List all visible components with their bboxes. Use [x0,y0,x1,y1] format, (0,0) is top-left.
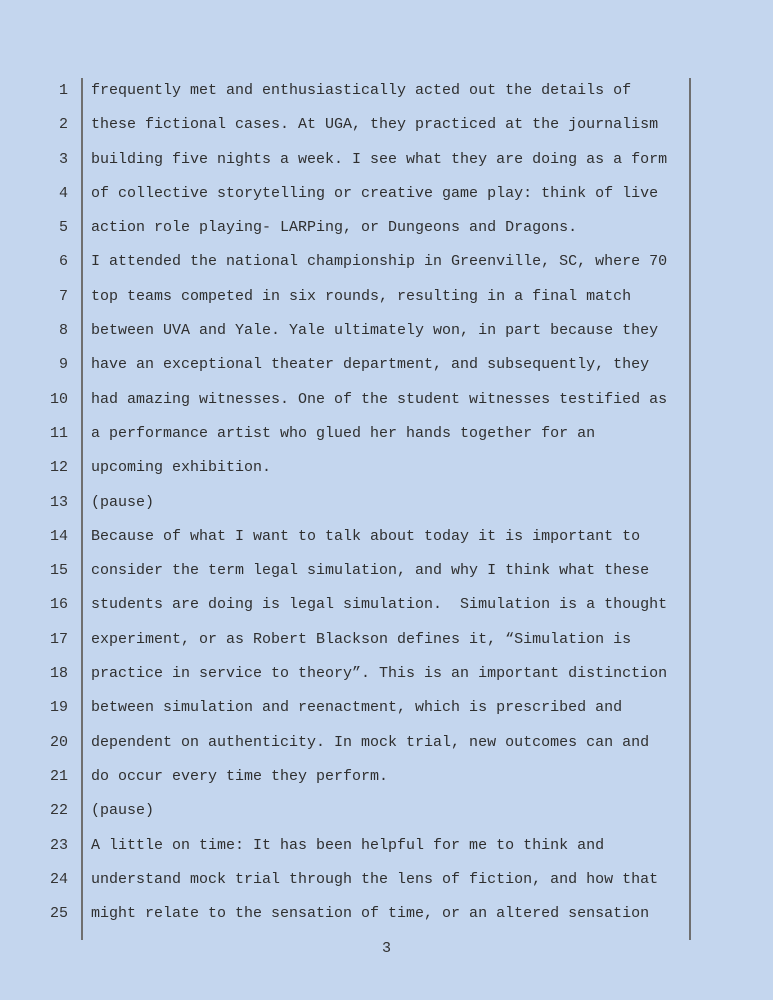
line-number: 12 [49,459,68,477]
line-text: action role playing- LARPing, or Dungeons and Dragons. [91,219,578,237]
line-text: these fictional cases. At UGA, they practiced at the journalism [91,116,659,134]
line-number: 15 [49,562,68,580]
line-7 [0,280,773,314]
line-12 [0,451,773,485]
line-number: 5 [58,219,68,237]
line-3 [0,143,773,177]
line-number: 3 [58,150,68,168]
line-number: 24 [49,870,68,888]
line-text: a performance artist who glued her hands together for an [91,424,596,442]
line-23 [0,829,773,863]
line-text: experiment, or as Robert Blackson defines it, “Simulation is [91,630,632,648]
line-text: Because of what I want to talk about today it is important to [91,527,641,545]
line-number: 25 [49,905,68,923]
line-text: have an exceptional theater department, and subsequently, they [91,356,650,374]
line-number: 17 [49,630,68,648]
line-21 [0,760,773,794]
line-11 [0,417,773,451]
line-number: 21 [49,767,68,785]
line-number: 20 [49,733,68,751]
line-9 [0,348,773,382]
line-number: 23 [49,836,68,854]
line-24 [0,863,773,897]
line-10 [0,383,773,417]
line-20 [0,726,773,760]
line-text: do occur every time they perform. [91,767,389,785]
line-14 [0,520,773,554]
line-text: between simulation and reenactment, which is prescribed and [91,699,623,717]
line-6 [0,245,773,279]
line-16 [0,588,773,622]
line-number: 7 [58,287,68,305]
line-text: practice in service to theory”. This is an important distinction [91,665,668,683]
line-number: 9 [58,356,68,374]
line-15 [0,554,773,588]
numbered-lines [0,74,773,931]
line-19 [0,691,773,725]
line-text: of collective storytelling or creative game play: think of live [91,184,659,202]
line-number: 11 [49,424,68,442]
line-13 [0,486,773,520]
line-number: 13 [49,493,68,511]
line-number: 8 [58,322,68,340]
line-text: building five nights a week. I see what they are doing as a form [91,150,668,168]
line-number: 6 [58,253,68,271]
line-number: 19 [49,699,68,717]
line-text: consider the term legal simulation, and why I think what these [91,562,650,580]
line-text: top teams competed in six rounds, resulting in a final match [91,287,632,305]
line-text: upcoming exhibition. [91,459,272,477]
line-text: might relate to the sensation of time, or an altered sensation [91,905,650,923]
line-text: (pause) [91,802,155,820]
line-number: 22 [49,802,68,820]
line-8 [0,314,773,348]
line-text: frequently met and enthusiastically acted out the details of [91,82,632,99]
line-2 [0,108,773,142]
line-number: 10 [49,390,68,408]
line-text: A little on time: It has been helpful for me to think and [91,836,605,854]
line-number: 16 [49,596,68,614]
line-1 [0,74,773,108]
line-17 [0,623,773,657]
line-4 [0,177,773,211]
line-text: between UVA and Yale. Yale ultimately won, in part because they [91,322,659,340]
line-text: students are doing is legal simulation. Simulation is a thought [91,596,668,614]
line-number: 4 [58,184,68,202]
line-5 [0,211,773,245]
line-text: I attended the national championship in Greenville, SC, where 70 [91,253,668,271]
line-number: 2 [58,116,68,134]
line-18 [0,657,773,691]
line-25 [0,897,773,931]
line-text: dependent on authenticity. In mock trial, new outcomes can and [91,733,650,751]
line-number: 18 [49,665,68,683]
line-22 [0,794,773,828]
line-number: 1 [58,82,68,99]
page-number: 3 [381,940,391,957]
line-text: had amazing witnesses. One of the student witnesses testified as [91,390,668,408]
line-text: understand mock trial through the lens of fiction, and how that [91,870,659,888]
line-text: (pause) [91,493,155,511]
line-number: 14 [49,527,68,545]
